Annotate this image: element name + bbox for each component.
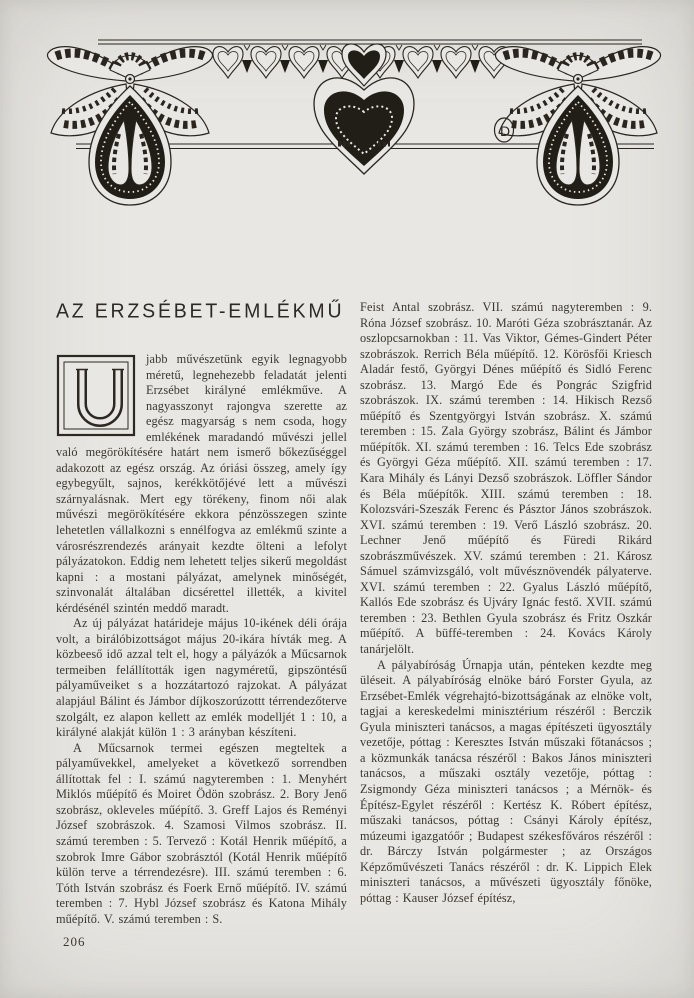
left-bow-paisley-motif	[47, 47, 212, 205]
paragraph: Az új pályázat határideje május 10-ikének déli órája volt, a birálóbizottságot május 20-ikára hívták meg. A közbeeső idő azzal telt el, hogy a pályázók a Műcsarnok termeiben felállították igen nagyméretű, gipszöntésű pályaműveiket s a hozzátartozó rajzokat. A pályázat alapjául Bálint és Jámbor díjkoszorúzottt térrendezőterve szolgált, ez alapon kellett az emlék modelljét 1 : 10, a királyné alakját külön 1 : 3 arányban készíteni.	[56, 616, 347, 740]
paragraph: A pályabíróság Úrnapja után, pénteken kezdte meg üléseit. A pályabíróság elnöke báró Forster Gyula, az Erzsébet-Emlék végrehajtó-bizottságának az elnöke volt, tagjai a kereskedelmi minisztérium részéről : Berczik Gyula miniszteri tanácsos, a magas építészeti ügyosztály vezetője, póttag : Keresztes István műszaki főtanácsos ; a közmunkák tanácsa részéről : Bakos János miniszteri tanácsos, a műszaki osztály vezetője, póttag : Zsigmondy Géza miniszteri tanácsos ; a Mérnök- és Építész-Egylet részéről : Kertész K. Róbert építész, műszaki tanácsos, póttag : Csányi Károly építész, múzeumi igazgatóőr ; Budapest székesfőváros részéről : dr. Bárczy István polgármester ; az Országos Képzőművészeti Tanács részéről : dr. K. Lippich Elek miniszteri tanácsos, a művészeti ügyosztály főnöke, póttag : Kauser József építész,	[360, 657, 652, 905]
drop-cap-U	[56, 354, 136, 438]
right-column	[360, 300, 652, 950]
article-title: AZ ERZSÉBET-EMLÉKMŰ	[56, 300, 345, 323]
svg-text:D: D	[500, 123, 511, 139]
right-bow-paisley-motif	[495, 47, 660, 205]
page-number: 206	[63, 934, 86, 949]
paragraph: Feist Antal szobrász. VII. számú nagyteremben : 9. Róna József szobrász. 10. Maróti Géza szobrásztanár. Az oszlopcsarnokban : 11. Vas Viktor, Gémes-Gindert Péter szobrászok. Rerrich Béla műépítő. 12. Körösfői Kriesch Aladár festő, Györgyi Dénes műépítő és Sidló Ferenc szobrász. 13. Margó Ede és Pongrác Szigfrid szobrászok. IX. számú teremben : 14. Hikisch Rezső műépítő és Szentgyörgyi István szobrász. X. számú teremben : 15. Zala György szobrász, Bálint és Jámbor műépítők. XI. számú teremben : 16. Telcs Ede szobrász és Györgyi Géza műépítő. XII. számú teremben : 17. Kara Mihály és Lányi Dezső szobrászok. Löffler Sándor és Béla műépítők. XIII. számú teremben : 18. Kolozsvári-Szeszák Ferenc és Pásztor János szobrászok. XVI. számú teremben : 19. Verő László szobrász. 20. Lechner Jenő műépítő és Füredi Rikárd szobrászművészek. XV. számú teremben : 21. Károsz Sámuel számvizsgáló, volt művésznövendék pályaterve. XVI. számú teremben : 22. Gyalus László műépítő, Kallós Ede szobrász és Ujváry Ignác festő. XVII. számú teremben : 23. Bethlen Gyula szobrász és Fritz Oszkár műépítő. A büffé-teremben : 24. Kovács Károly tanárjelölt.	[360, 300, 652, 657]
paragraph-lead	[56, 352, 347, 616]
left-column	[56, 352, 347, 948]
paragraph: A Műcsarnok termei egészen megteltek a pályaművekkel, amelyeket a következő sorrendben állítottak fel : I. számú nagyteremben : 1. Menyhért Miklós műépítő és Moiret Ödön szobrász. 2. Bory Jenő szobrász, okleveles műépítő. 3. Greff Lajos és Reményi József szobrászok. 4. Szamosi Vilmos szobrász. II. számú teremben : 5. Tervező : Kotál Henrik műépítő, a szobrok Imre Gábor szobrásztól (Kotál Henrik műépítő külön terve a térrendezésre). III. számú teremben : 6. Tóth István szobrász és Foerk Ernő műépítő. IV. számú teremben : 7. Hybl József szobrász és Katona Mihály műépítő. V. számú teremben : S.	[56, 740, 347, 926]
paragraph-text: jabb művészetünk egyik legnagyobb méretű, legnehezebb feladatát jelenti Erzsébet királyné emlékműve. A nagyasszonyt rajongva szerette az egész magyarság s nem csoda, hogy emlékének maradandó művészi jellel való megörökítésére határt nem ismerő bőkezűséggel adakozott az egész ország. Az óriási összeg, amely így egybegyűlt, sajnos, kerékkötőjévé lett a művészi szárnyalásnak. Mert egy törékeny, finom női alak művészi megörökítésére ekkora pénzösszegen szinte lehetetlen vállalkozni s ennélfogva az emlékmű szinte a városrészrendezés arányait kezdte ölteni a lefolyt pályázatokon. Eddig nem lehetett teljes sikerű megoldást kapni : a mostani pályázat, amelynek minőségét, szinvonalát általában dicsérettel illették, a kivitel kérdésénél szintén meddő maradt.	[56, 352, 347, 615]
header-ornament	[42, 34, 666, 211]
